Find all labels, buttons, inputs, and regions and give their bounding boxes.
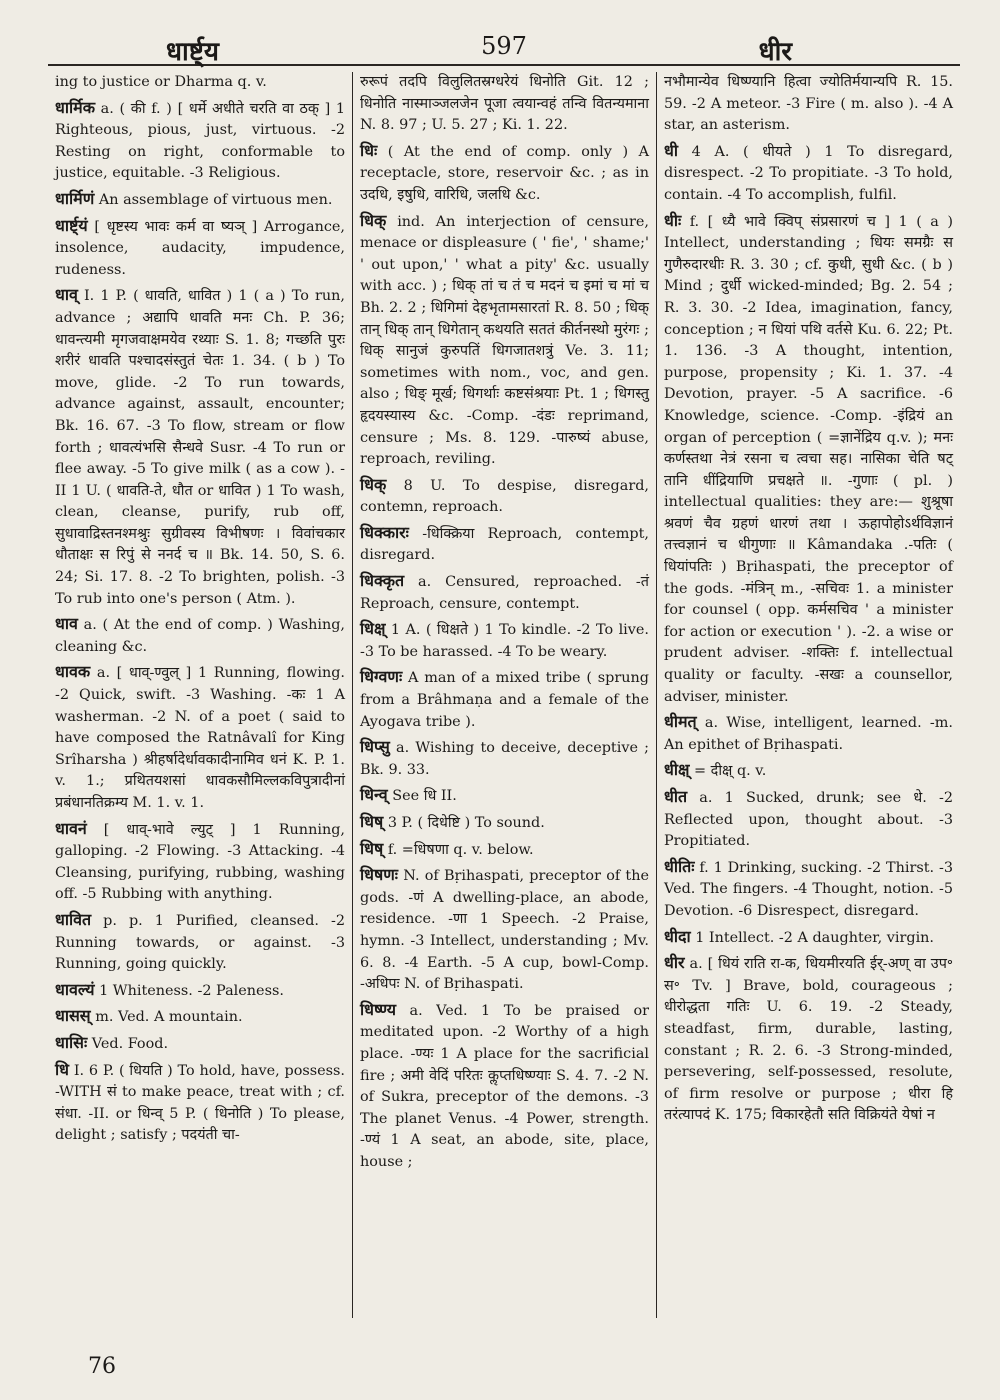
dictionary-entry [664,926,953,950]
dictionary-entry [360,999,649,1174]
entry-definition: a. Censured, reproached. -तं Reproach, censure, contempt. [360,574,649,612]
dictionary-entry [664,952,953,1127]
dictionary-entry [664,759,953,783]
entry-definition: a. ( की f. ) [ धर्मे अधीते चरति वा ठक् ] 1 Righteous, pious, just, virtuous. -2 Resting on right, conformable to justice, equitable. -3 Religious. [55,100,346,182]
entry-definition: a. Ved. 1 To be praised or meditated upon. -2 Worthy of a high place. -ण्यः 1 A place for the sacrificial fire ; अमी वेदिं परितः कॢप्तधिष्ण्याः S. 4. 7. -2 N. of Sukra, preceptor of the demons. -3 The planet Venus. -4 Power, strength. -ण्यं 1 A seat, an abode, site, place, house ; [360,1002,649,1170]
entry-headword: धि [55,1059,69,1079]
dictionary-entry [55,97,345,185]
entry-definition: [ धृष्टस्य भावः कर्म वा ष्यञ् ] Arrogance, insolence, audacity, impudence, rudeness. [55,218,346,278]
entry-headword: धीक्ष् [664,760,690,780]
dictionary-entry [360,618,649,663]
dictionary-entry [55,661,345,814]
entry-headword: धाव् [55,285,78,305]
dictionary-entry [664,786,953,853]
entry-definition: See धि II. [392,788,457,805]
entry-headword: धीमत् [664,712,697,732]
entry-headword: धावल्यं [55,979,95,999]
dictionary-entry [55,215,345,282]
dictionary-entry [360,72,649,137]
dictionary-entry [360,474,649,519]
entry-definition: 1 Whiteness. -2 Paleness. [99,982,284,999]
entry-headword: धी [664,140,678,160]
entry-headword: धिग्वणः [360,667,403,687]
dictionary-entry [55,284,345,610]
dictionary-entry [664,210,953,709]
entry-definition: a. [ धियं राति रा-क, धियमीरयति ईर्-अण् वा उप॰ स॰ Tv. ] Brave, bold, courageous ; धीरोद्धता गतिः U. 6. 19. -2 Steady, steadfast, firm, durable, lasting, constant ; R. 2. 6. -3 Strong-minded, persevering, self-possessed, resolute, of firm resolve or purpose ; धीरा हि तरंत्यापदं K. 175; विकारहेतौ सति विक्रियंते येषां न [664,956,953,1124]
entry-headword: धासिः [55,1032,88,1052]
entry-headword: धीदा [664,926,691,946]
entry-headword: धिक्ष् [360,619,386,639]
dictionary-entry [360,784,649,808]
entry-definition: 1 A. ( धिक्षते ) 1 To kindle. -2 To live. -3 To be harassed. -4 To be weary. [360,622,650,660]
column-1 [48,72,352,1318]
dictionary-entry [55,188,345,212]
entry-definition: [ धाव्-भावे ल्युट् ] 1 Running, galloping. -2 Flowing. -3 Attacking. -4 Cleansing, purifying, rubbing, washing off. -5 Rubbing with anything. [55,821,345,903]
entry-definition: A man of a mixed tribe ( sprung from a Brâhmaṇa and a female of the Ayogava tribe ). [360,670,649,730]
left-guide-word: धार्ष्ट्य [166,37,219,67]
entry-definition: I. 6 P. ( धियति ) To hold, have, possess. -WITH सं to make peace, treat with ; cf. संधा. -II. or धिन्व् 5 P. ( धिनोति ) To please, delight ; satisfy ; पदयंती चा- [55,1062,346,1144]
entry-headword: धावित [55,909,92,929]
entry-headword: धिप्सु [360,737,390,757]
entry-headword: धावनं [55,818,87,838]
right-guide-word: धीर [758,37,792,67]
entry-definition: m. Ved. A mountain. [95,1009,243,1026]
entry-headword: धार्ष्ट्यं [55,215,88,235]
entry-definition: नभौमान्येव धिष्ण्यानि हित्वा ज्योतिर्मयान्यपि R. 15. 59. -2 A meteor. -3 Fire ( m. also ). -4 A star, an asterism. [664,74,953,134]
entry-headword: धावक [55,662,91,682]
signature-mark: 76 [88,1354,116,1379]
entry-definition: a. [ धाव्-ण्वुल् ] 1 Running, flowing. -2 Quick, swift. -3 Washing. -कः 1 A washerman. -2 N. of a poet ( said to have composed the Ratnâvalî for King Srîharsha ) श्रीहर्षादेर्धावकादीनामिव धनं K. P. 1. v. 1.; प्रथितयशसां धावकसौमिल्लकविपुत्रादीनां प्रबंधानतिक्रम्य M. 1. v. 1. [55,665,346,811]
dictionary-entry [360,838,649,862]
entry-headword: धिन्व् [360,785,388,805]
entry-headword: धिः [360,140,378,160]
dictionary-entry [55,613,345,658]
entry-definition: ing to justice or Dharma q. v. [55,74,267,90]
entry-definition: ind. An interjection of censure, menace or displeasure ( ' fie', ' shame;' ' out upon,' ' what a pity' &c. usually with acc. ) ; धिक् तां च तं च मदनं च इमां च मां च Bh. 2. 2 ; धिगिमां देहभृतामसारतां R. 8. 50 ; धिक् तान् धिक् तान् धिगेतान् कथयति सततं कीर्तनस्थो मुरंगः ; धिक् सानुजं कुरुपतिं धिगजातशत्रुं Ve. 3. 11; sometimes with nom., voc, and gen. also ; धिङ् मूर्ख; धिगर्थाः कष्टसंश्रयाः Pt. 1 ; धिगस्तु हृदयस्यास्य &c. -Comp. -दंडः reprimand, censure ; Ms. 8. 129. -पारुष्यं abuse, reproach, reviling. [360,213,649,468]
dictionary-entry [55,1005,345,1029]
entry-headword: धीत [664,787,688,806]
page-header [48,18,960,66]
dictionary-entry [55,1059,345,1147]
entry-headword: धिक् [360,210,387,230]
entry-headword: धिक्कृत [360,571,405,591]
entry-headword: धिक् [360,474,387,494]
dictionary-entry [360,522,649,567]
dictionary-entry [664,711,953,756]
entry-definition: I. 1 P. ( धावति, धावित ) 1 ( a ) To run, advance ; अद्यापि धावति मनः Ch. P. 36; धावन्त्यमी मृगजवाक्षमयेव रथ्याः S. 1. 8; गच्छति पुरः शरीरं धावति पश्चादसंस्तुतं चेतः 1. 34. ( b ) To move, glide. -2 To run towards, advance against, assault, encounter; Bk. 16. 67. -3 To flow, stream or flow forth ; धावत्यंभसि सैन्धवे Susr. -4 To run or flee away. -5 To give milk ( as a cow ). -II 1 U. ( धावति-ते, धौत or धावित ) 1 To wash, clean, cleanse, purify, rub off, सुधावाद्रिस्तनश्मश्रुः सुग्रीवस्य विभीषणः । विवांचकार धौताक्षः स रिपुं से ननर्द च ॥ Bk. 14. 50, S. 6. 24; Si. 17. 8. -2 To brighten, polish. -3 To rub into one's person ( Atm. ). [55,288,345,607]
dictionary-entry [55,818,345,906]
entry-definition: f. [ ध्यै भावे क्विप् संप्रसारणं च ] 1 ( a ) Intellect, understanding ; धियः समग्रैः स गुणैरुदारधीः R. 3. 30 ; cf. कुधी, सुधी &c. ( b ) Mind ; दुर्धी wicked-minded; Bg. 2. 54 ; R. 3. 30. -2 Idea, imagination, fancy, conception ; न धियां पथि वर्तसे Ku. 6. 22; Pt. 1. 136. -3 A thought, intention, purpose, propensity ; Ki. 1. 37. -4 Devotion, prayer. -5 A sacrifice. -6 Knowledge, science. -Comp. -इंद्रियं an organ of perception ( =ज्ञानेंद्रिय q.v. ); मनः कर्णस्तथा नेत्रं रसना च त्वचा सह। नासिका चेति षट् तानि धींद्रियाणि प्रचक्षते ॥. -गुणाः ( pl. ) intellectual qualities: they are:— शुश्रूषा श्रवणं चैव ग्रहणं धारणं तथा । ऊहापोहोऽर्थविज्ञानं तत्त्वज्ञानं च धीगुणाः ॥ Kâmandaka .-पतिः ( धियांपतिः ) Bṛihaspati, the preceptor of the gods. -मंत्रिन् m., -सचिवः 1. a minister for counsel ( opp. कर्मसचिव ' a minister for action or execution ' ). -2. a wise or prudent adviser. -शक्तिः f. intellectual quality or faculty. -सखः a counsellor, adviser, minister. [664,213,954,705]
dictionary-entry [664,72,953,137]
column-3 [656,72,960,1318]
entry-definition: 3 P. ( दिधेष्टि ) To sound. [387,815,545,831]
entry-definition: An assemblage of virtuous men. [98,191,333,208]
entry-definition: f. 1 Drinking, sucking. -2 Thirst. -3 Ved. The fingers. -4 Thought, notion. -5 Devotion. -6 Disrespect, disregard. [664,859,953,919]
entry-headword: धिष् [360,838,384,858]
entry-definition: 4 A. ( धीयते ) 1 To disregard, disrespect. -2 To propitiate. -3 To hold, contain. -4 To accomplish, fulfil. [664,143,953,203]
entry-definition: ( At the end of comp. only ) A receptacle, store, reservoir &c. ; as in उदधि, इषुधि, वारिधि, जलधि &c. [360,143,650,203]
entry-headword: धाव [55,614,78,634]
entry-definition: a. Wishing to deceive, deceptive ; Bk. 9. 33. [360,740,650,778]
columns [48,72,960,1318]
entry-definition: -धिक्क्रिया Reproach, contempt, disregard. [360,525,649,564]
entry-headword: धिषणः [360,865,399,885]
dictionary-entry [360,570,649,615]
dictionary-entry [360,140,649,207]
dictionary-entry [55,1032,345,1056]
entry-headword: धीतिः [664,856,695,876]
entry-definition: p. p. 1 Purified, cleansed. -2 Running towards, or against. -3 Running, going quickly. [55,912,345,973]
entry-definition: a. ( At the end of comp. ) Washing, cleaning &c. [55,617,345,655]
entry-definition: f. =धिषणा q. v. below. [387,841,534,858]
dictionary-entry [360,210,649,471]
entry-headword: धार्मिणं [55,188,95,208]
entry-headword: धीः [664,210,682,230]
column-2 [352,72,656,1318]
entry-headword: धिष् [360,812,384,831]
entry-definition: 8 U. To despise, disregard, contemn, reproach. [360,477,650,516]
dictionary-entry [664,140,953,207]
entry-definition: N. of Bṛihaspati, preceptor of the gods. -णं A dwelling-place, an abode, residence. -णा 1 Speech. -2 Praise, hymn. -3 Intellect, understanding ; Mv. 6. 8. -4 Earth. -5 A cup, bowl-Comp. -अधिपः N. of Bṛihaspati. [360,868,649,993]
dictionary-entry [55,979,345,1003]
entry-headword: धीर [664,953,685,973]
entry-headword: धिष्ण्य [360,999,397,1019]
dictionary-entry [664,856,953,923]
entry-definition: a. 1 Sucked, drunk; see धे. -2 Reflected upon, thought about. -3 Propitiated. [664,790,953,850]
dictionary-entry [360,811,649,835]
dictionary-entry [360,666,649,733]
dictionary-entry [360,864,649,996]
entry-definition: = दीक्ष् q. v. [694,763,767,780]
entry-headword: धार्मिक [55,97,95,117]
entry-definition: Ved. Food. [91,1035,169,1052]
dictionary-entry [360,736,649,781]
dictionary-entry [55,909,345,976]
entry-definition: 1 Intellect. -2 A daughter, virgin. [695,929,935,946]
entry-definition: a. Wise, intelligent, learned. -m. An epithet of Bṛihaspati. [664,715,953,753]
entry-headword: धासस् [55,1006,91,1026]
dictionary-entry [55,72,345,94]
entry-headword: धिक्कारः [360,522,409,542]
page-number: 597 [481,32,527,60]
entry-definition: रुरूपं तदपि विलुलितस्रग्धरेयं धिनोति Git. 12 ; धिनोति नास्माञ्जलजेन पूजा त्वयान्वहं तन्वि वितन्यमाना N. 8. 97 ; U. 5. 27 ; Ki. 1. 22. [360,74,649,134]
